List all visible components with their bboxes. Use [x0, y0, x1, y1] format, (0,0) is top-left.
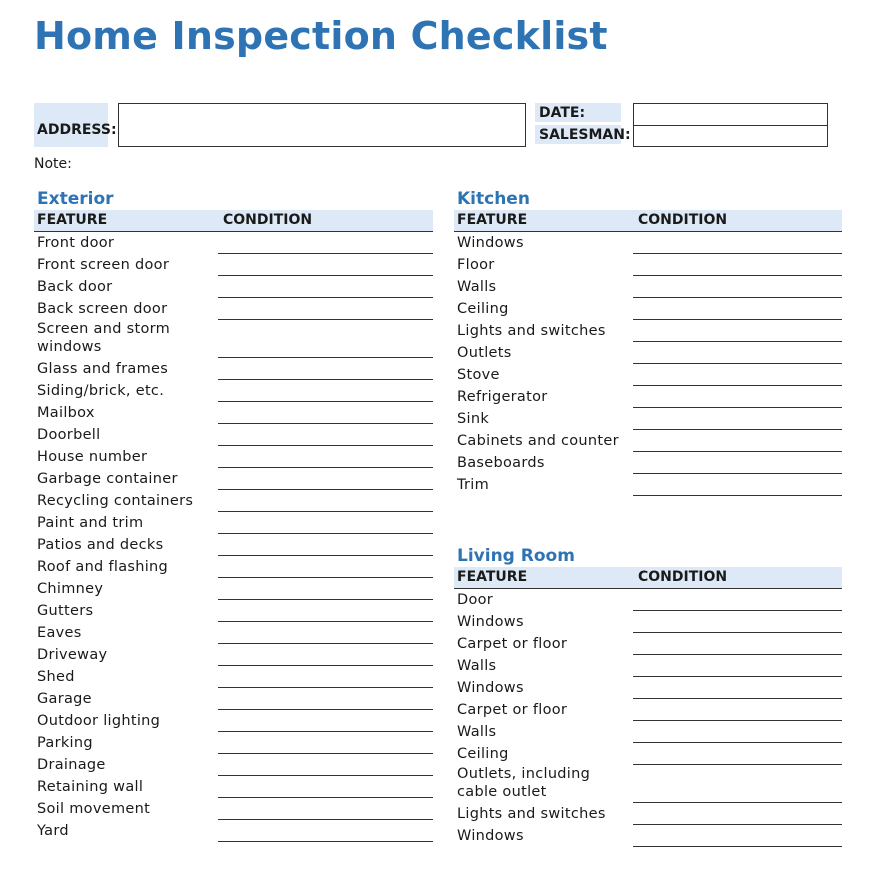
feature-label: Soil movement: [37, 801, 151, 817]
kitchen-title: Kitchen: [457, 189, 530, 209]
checklist-row: [454, 721, 842, 743]
condition-field[interactable]: [218, 254, 433, 276]
checklist-row: [454, 611, 842, 633]
feature-label: Trim: [457, 477, 490, 493]
feature-label: Shed: [37, 669, 75, 685]
feature-label: Garage: [37, 691, 92, 707]
condition-field[interactable]: [218, 534, 433, 556]
condition-field[interactable]: [218, 710, 433, 732]
feature-label: Refrigerator: [457, 389, 548, 405]
condition-field[interactable]: [633, 589, 842, 611]
checklist-row: [34, 556, 433, 578]
checklist-row: [454, 825, 842, 847]
condition-field[interactable]: [633, 743, 842, 765]
feature-label: Retaining wall: [37, 779, 144, 795]
condition-field[interactable]: [218, 622, 433, 644]
checklist-row: [34, 232, 433, 254]
checklist-row: [34, 512, 433, 534]
checklist-row: [454, 474, 842, 496]
checklist-row: [454, 452, 842, 474]
condition-field[interactable]: [633, 452, 842, 474]
condition-field[interactable]: [218, 578, 433, 600]
checklist-row: [454, 320, 842, 342]
condition-field[interactable]: [633, 721, 842, 743]
feature-label: Windows: [457, 235, 524, 251]
feature-label: Walls: [457, 279, 497, 295]
checklist-row: [454, 677, 842, 699]
feature-label: Floor: [457, 257, 495, 273]
salesman-label: SALESMAN:: [539, 127, 631, 143]
checklist-row: [454, 699, 842, 721]
exterior-header: [34, 210, 433, 232]
date-label-box: [535, 103, 621, 122]
feature-label: Lights and switches: [457, 806, 606, 822]
condition-field[interactable]: [633, 611, 842, 633]
date-label: DATE:: [539, 105, 586, 121]
feature-header: FEATURE: [457, 212, 528, 228]
checklist-row: [34, 798, 433, 820]
feature-label: Door: [457, 592, 494, 608]
condition-field[interactable]: [633, 408, 842, 430]
condition-field[interactable]: [218, 424, 433, 446]
feature-label: Ceiling: [457, 746, 509, 762]
condition-field[interactable]: [218, 446, 433, 468]
salesman-label-box: [535, 125, 631, 144]
condition-field[interactable]: [218, 402, 433, 424]
feature-label: Screen and storm windows: [37, 321, 171, 355]
condition-field[interactable]: [218, 644, 433, 666]
checklist-row: [454, 803, 842, 825]
kitchen-header: [454, 210, 842, 232]
feature-label: Walls: [457, 658, 497, 674]
checklist-row: [454, 254, 842, 276]
feature-label: Gutters: [37, 603, 94, 619]
condition-field[interactable]: [633, 825, 842, 847]
feature-label: Back door: [37, 279, 113, 295]
checklist-row: [34, 298, 433, 320]
condition-field[interactable]: [633, 320, 842, 342]
checklist-row: [34, 820, 433, 842]
kitchen-rows: [454, 232, 842, 496]
feature-label: Cabinets and counter: [457, 433, 619, 449]
checklist-row: [34, 254, 433, 276]
feature-label: Windows: [457, 614, 524, 630]
exterior-rows: [34, 232, 433, 842]
checklist-row: [454, 633, 842, 655]
feature-label: Windows: [457, 828, 524, 844]
living-room-header: [454, 567, 842, 589]
feature-label: Back screen door: [37, 301, 168, 317]
condition-field[interactable]: [218, 512, 433, 534]
checklist-row: [34, 578, 433, 600]
feature-label: Walls: [457, 724, 497, 740]
condition-field[interactable]: [218, 468, 433, 490]
condition-field[interactable]: [218, 380, 433, 402]
feature-label: Outlets: [457, 345, 512, 361]
condition-field[interactable]: [633, 342, 842, 364]
feature-label: Paint and trim: [37, 515, 144, 531]
condition-field[interactable]: [633, 364, 842, 386]
checklist-row: [34, 276, 433, 298]
feature-label: Parking: [37, 735, 93, 751]
condition-field[interactable]: [633, 677, 842, 699]
condition-field[interactable]: [633, 386, 842, 408]
checklist-row: [34, 622, 433, 644]
feature-header: FEATURE: [37, 212, 108, 228]
checklist-row: [34, 732, 433, 754]
checklist-row: [454, 589, 842, 611]
checklist-row: [34, 534, 433, 556]
feature-label: Sink: [457, 411, 490, 427]
feature-label: Carpet or floor: [457, 636, 568, 652]
feature-label: Eaves: [37, 625, 82, 641]
checklist-row: [34, 490, 433, 512]
checklist-row: [34, 402, 433, 424]
checklist-row: [34, 468, 433, 490]
checklist-row: [454, 655, 842, 677]
feature-label: Siding/brick, etc.: [37, 383, 165, 399]
condition-field[interactable]: [218, 336, 433, 358]
checklist-row: [34, 446, 433, 468]
feature-label: Outlets, including cable outlet: [457, 766, 591, 800]
checklist-row: [454, 298, 842, 320]
feature-header: FEATURE: [457, 569, 528, 585]
checklist-row: [454, 743, 842, 765]
living-room-title: Living Room: [457, 546, 575, 566]
condition-field[interactable]: [633, 633, 842, 655]
feature-label: Patios and decks: [37, 537, 164, 553]
feature-label: Driveway: [37, 647, 108, 663]
feature-label: Outdoor lighting: [37, 713, 161, 729]
checklist-row: [454, 430, 842, 452]
living-room-rows: [454, 589, 842, 847]
living-room-section: [454, 545, 842, 847]
date-field[interactable]: [633, 103, 828, 126]
checklist-row: [34, 666, 433, 688]
condition-field[interactable]: [218, 358, 433, 380]
feature-label: Yard: [37, 823, 69, 839]
checklist-row: [34, 644, 433, 666]
condition-header: CONDITION: [638, 212, 728, 228]
feature-label: Chimney: [37, 581, 104, 597]
condition-field[interactable]: [633, 254, 842, 276]
condition-header: CONDITION: [223, 212, 313, 228]
address-label-box: [34, 103, 117, 147]
condition-field[interactable]: [633, 232, 842, 254]
condition-field[interactable]: [633, 699, 842, 721]
checklist-row: [454, 386, 842, 408]
condition-field[interactable]: [218, 276, 433, 298]
checklist-row: [454, 232, 842, 254]
checklist-row: [454, 342, 842, 364]
checklist-row: [34, 424, 433, 446]
page-title: Home Inspection Checklist: [34, 14, 608, 58]
feature-label: Front screen door: [37, 257, 170, 273]
feature-label: Carpet or floor: [457, 702, 568, 718]
checklist-row: [454, 765, 842, 803]
feature-label: Roof and flashing: [37, 559, 169, 575]
feature-label: Ceiling: [457, 301, 509, 317]
feature-label: Garbage container: [37, 471, 178, 487]
condition-field[interactable]: [218, 820, 433, 842]
checklist-row: [34, 600, 433, 622]
condition-field[interactable]: [218, 754, 433, 776]
feature-label: Stove: [457, 367, 500, 383]
checklist-row: [34, 380, 433, 402]
condition-field[interactable]: [218, 556, 433, 578]
feature-label: House number: [37, 449, 148, 465]
checklist-row: [34, 710, 433, 732]
feature-label: Glass and frames: [37, 361, 169, 377]
feature-label: Baseboards: [457, 455, 545, 471]
condition-field[interactable]: [218, 298, 433, 320]
checklist-row: [454, 276, 842, 298]
address-label: ADDRESS:: [37, 122, 117, 138]
feature-label: Recycling containers: [37, 493, 194, 509]
condition-field[interactable]: [218, 688, 433, 710]
condition-field[interactable]: [633, 803, 842, 825]
feature-label: Doorbell: [37, 427, 101, 443]
exterior-section: [34, 188, 433, 842]
condition-field[interactable]: [218, 798, 433, 820]
feature-label: Mailbox: [37, 405, 95, 421]
feature-label: Front door: [37, 235, 115, 251]
condition-field[interactable]: [218, 232, 433, 254]
condition-field[interactable]: [218, 732, 433, 754]
checklist-row: [34, 358, 433, 380]
feature-label: Lights and switches: [457, 323, 606, 339]
condition-field[interactable]: [633, 276, 842, 298]
checklist-row: [34, 688, 433, 710]
kitchen-section: [454, 188, 842, 496]
address-field[interactable]: [118, 103, 526, 147]
checklist-row: [34, 320, 433, 358]
note-label: Note:: [34, 156, 72, 172]
checklist-row: [34, 776, 433, 798]
feature-label: Windows: [457, 680, 524, 696]
condition-header: CONDITION: [638, 569, 728, 585]
condition-field[interactable]: [218, 490, 433, 512]
feature-label: Drainage: [37, 757, 106, 773]
exterior-title: Exterior: [37, 189, 114, 209]
checklist-row: [454, 408, 842, 430]
salesman-field[interactable]: [633, 125, 828, 147]
condition-field[interactable]: [218, 666, 433, 688]
checklist-row: [34, 754, 433, 776]
checklist-row: [454, 364, 842, 386]
condition-field[interactable]: [218, 776, 433, 798]
condition-field[interactable]: [218, 600, 433, 622]
condition-field[interactable]: [633, 298, 842, 320]
condition-field[interactable]: [633, 655, 842, 677]
condition-field[interactable]: [633, 430, 842, 452]
condition-field[interactable]: [633, 474, 842, 496]
condition-field[interactable]: [633, 781, 842, 803]
